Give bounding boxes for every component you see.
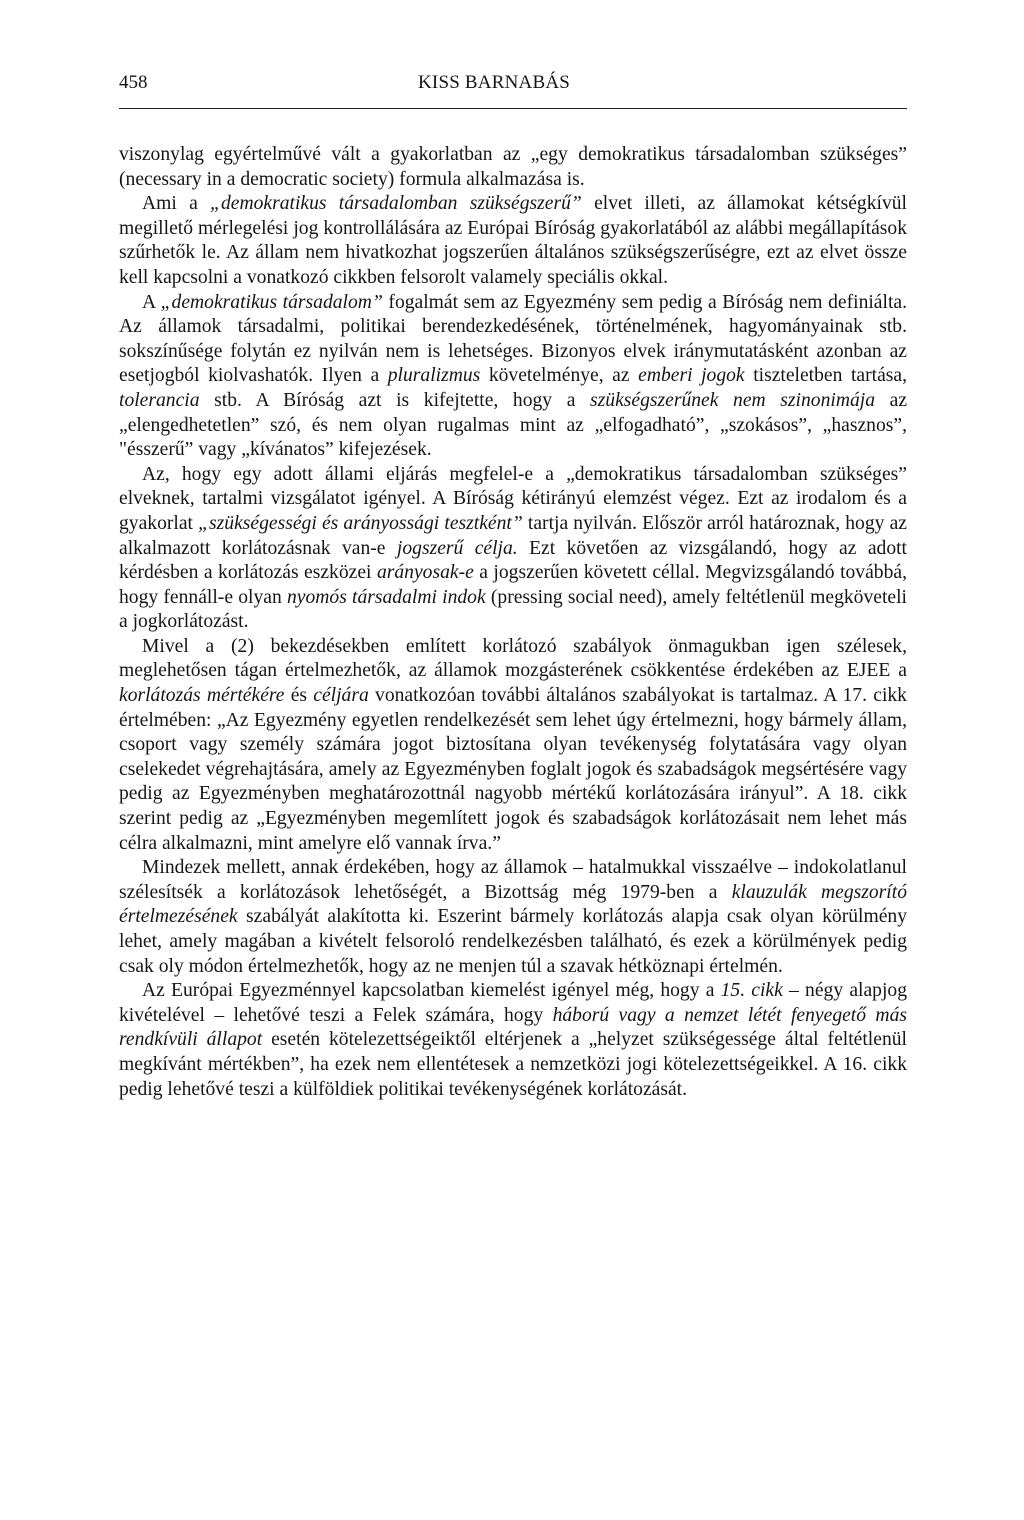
text-run: és [284,685,314,707]
italic-run: nyomós társadalmi indok [286,586,486,608]
text-run: Mindezek mellett, annak érdekében, hogy az államok – hatalmukkal visszaélve – indokolatlanul szélesítsék a korlátozások lehetőségét, a Bizottság még 1979-ben a [119,857,907,903]
body-text [119,143,907,1102]
italic-run: jogszerű célja. [396,537,518,559]
italic-run: szükségszerűnek nem szinonimája [590,389,876,411]
page-header [119,72,907,100]
paragraph [119,979,907,1102]
text-run: a jogszerűen követett céllal. Megvizsgálandó továbbá, hogy fennáll-e olyan [119,562,907,608]
text-run: viszonylag egyértelművé vált a gyakorlatban az „egy demokratikus társadalomban szükséges” (necessary in a democratic society) formula alkalmazása is. [119,144,907,190]
italic-run: „szükségességi és arányossági tesztként” [198,512,523,534]
text-run: – négy alapjog kivételével – lehetővé teszi a Felek számára, hogy [119,980,907,1026]
italic-run: tolerancia [119,389,200,411]
italic-run: klauzulák megszorító értelmezésének [119,881,907,928]
text-run: A [142,291,161,313]
header-rule [119,108,907,109]
text-run: Az Európai Egyezménnyel kapcsolatban kiemelést igényel még, hogy a [142,980,721,1002]
text-run: Ezt követően az vizsgálandó, hogy az adott kérdésben a korlátozás eszközei [119,537,908,584]
text-run: tiszteletben tartása, [744,365,907,387]
text-run: elvet illeti, az államokat kétségkívül megillető mérlegelési jog kontrollálására az Európai Bíróság gyakorlatából az alábbi megállapítások szűrhetők le. Az állam nem hivatkozhat jogszerűen általános szükségszerűségre, ezt az elvet össze kell kapcsolni a vonatkozó cikkben felsorolt valamely speciális okkal. [119,193,907,288]
text-run: Az, hogy egy adott állami eljárás megfelel-e a „demokratikus társadalomban szükséges” elveknek, tartalmi vizsgálatot igényel. A Bíróság kétirányú elemzést végez. Ezt az irodalom és a gyakorlat [119,463,907,534]
text-run: követelménye, az [480,365,639,387]
paragraph [119,192,907,290]
italic-run: korlátozás mértékére [119,685,285,707]
paragraph [119,856,907,979]
italic-run: céljára [313,685,369,707]
paragraph [119,291,907,463]
italic-run: pluralizmus [387,365,481,387]
text-run: szabályát alakította ki. Eszerint bármely korlátozás alapja csak olyan körülmény lehet, amely magában a kivételt felsoroló rendelkezésben található, és ezek a körülmények pedig csak oly módon értelmezhetők, hogy az ne menjen túl a szavak hétköznapi értelmén. [119,906,907,977]
text-run: esetén kötelezettségeiktől eltérjenek a „helyzet szükségessége által feltétlenül megkívánt mértékben”, ha ezek nem ellentétesek a nemzetközi jogi kötelezettségeikkel. A 16. cikk pedig lehetővé teszi a külföldiek politikai tevékenységének korlátozását. [119,1029,907,1100]
page-number: 458 [119,72,148,93]
text-run: stb. A Bíróság azt is kifejtette, hogy a [199,389,591,411]
text-run: vonatkozóan további általános szabályokat is tartalmaz. A 17. cikk értelmében: „Az Egyezmény egyetlen rendelkezését sem lehet úgy értelmezni, hogy bármely állam, csoport vagy személy számára jogot biztosítana olyan tevékenység folytatására vagy olyan cselekedet végrehajtására, amely az Egyezményben foglalt jogok és szabadságok megsértésére vagy pedig az Egyezményben meghatározottnál nagyobb mértékű korlátozására irányul”. A 18. cikk szerint pedig az „Egyezményben megemlített jogok és szabadságok korlátozásait nem lehet más célra alkalmazni, mint amelyre elő vannak írva.” [119,685,907,854]
paragraph [119,635,907,856]
paragraph [119,463,907,635]
italic-run: emberi jogok [638,365,745,387]
italic-run: háború vagy a nemzet létét fenyegető más rendkívüli állapot [119,1004,908,1051]
text-run: tartja nyilván. Először arról határoznak, hogy az alkalmazott korlátozásnak van-e [119,512,907,559]
paragraph [119,143,907,192]
text-run: fogalmát sem az Egyezmény sem pedig a Bíróság nem definiálta. Az államok társadalmi, politikai berendezkedésének, történelmének, hagyományainak stb. sokszínűsége folytán ez nyilván nem is lehetséges. Bizonyos elvek iránymutatásként azonban az esetjogból kiolvashatók. Ilyen a [119,291,907,387]
text-run: Mivel a (2) bekezdésekben említett korlátozó szabályok önmagukban igen szélesek, meglehetősen tágan értelmezhetők, az államok mozgásterének csökkentése érdekében az EJEE a [119,635,907,682]
text-run: Ami a [142,193,211,215]
italic-run: arányosak-e [376,562,474,584]
italic-run: 15. cikk [720,980,783,1002]
text-run: (pressing social need), amely feltétlenül megköveteli a jogkorlátozást. [119,586,907,633]
text-run: az „elengedhetetlen” szó, és nem olyan rugalmas mint az „elfogadható”, „szokásos”, „hasznos”, "ésszerű” vagy „kívánatos” kifejezések. [119,389,908,461]
italic-run: „demokratikus társadalomban szükségszerű” [210,193,582,215]
italic-run: „demokratikus társadalom” [160,291,383,313]
running-head: KISS BARNABÁS [418,72,571,93]
